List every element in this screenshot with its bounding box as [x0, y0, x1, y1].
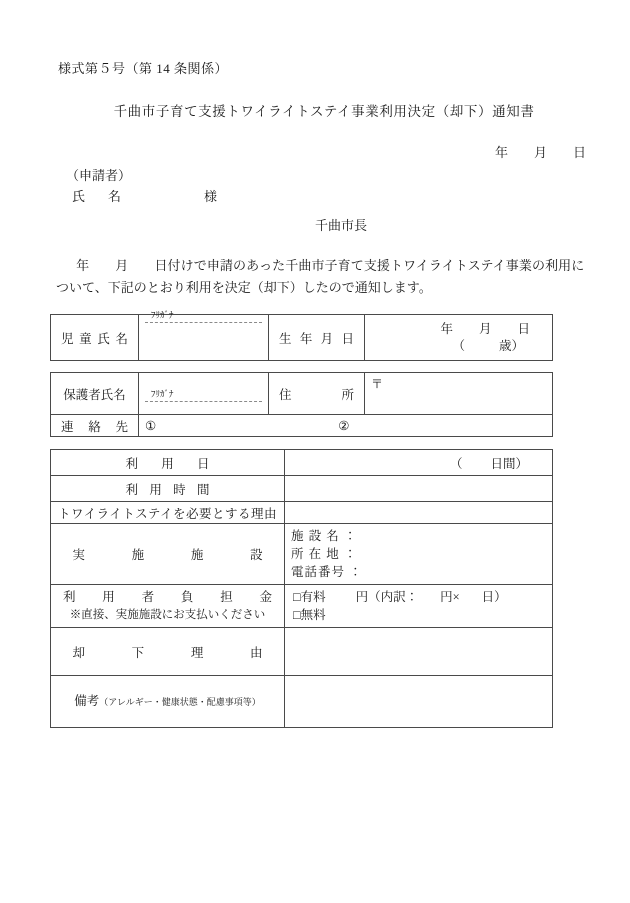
- note-label: 備考: [74, 694, 100, 708]
- fee-free-label: 無料: [300, 608, 326, 622]
- facility-address-field: 所 在 地 ：: [291, 547, 358, 561]
- birth-year-label: 年: [440, 321, 453, 336]
- guardian-name-label-cell: [51, 373, 139, 415]
- fee-breakdown-open: （内訳：: [368, 590, 419, 604]
- fee-days-close: 日）: [481, 590, 507, 604]
- child-info-table: [50, 310, 553, 361]
- issue-date-month: 月: [533, 145, 547, 160]
- child-birth-value-cell[interactable]: [365, 315, 553, 361]
- contact-number-2: ②: [338, 418, 350, 433]
- use-days-paren-open: （: [449, 456, 463, 471]
- reason-value-cell[interactable]: [285, 502, 553, 524]
- rejection-label-cell: [51, 628, 285, 676]
- body-second-line: ついて、下記のとおり利用を決定（却下）したので通知します。: [56, 280, 432, 295]
- child-furigana-label: ﾌﾘｶﾞﾅ: [145, 307, 262, 323]
- body-paragraph: [56, 255, 584, 299]
- table-row: [51, 450, 553, 476]
- guardian-info-table: [50, 372, 553, 437]
- contact-number-1: ①: [145, 418, 157, 433]
- facility-label-cell: [51, 524, 285, 585]
- form-number: 様式第５号（第 14 条関係）: [58, 61, 229, 76]
- facility-name-field: 施 設 名 ：: [291, 529, 358, 543]
- body-year: 年: [76, 258, 90, 273]
- applicant-name-label: 氏 名: [72, 189, 127, 204]
- birth-day-label: 日: [517, 321, 530, 336]
- child-age-line: [371, 338, 530, 355]
- facility-label: 実施施設: [72, 548, 263, 562]
- age-unit-label: 歳）: [498, 338, 524, 353]
- fee-label-main: 利用者負担金: [63, 590, 272, 604]
- rejection-value-cell[interactable]: [285, 628, 553, 676]
- fee-label-note: ※直接、実施施設にお支払いください: [69, 609, 266, 621]
- table-row: [51, 476, 553, 502]
- table-row: [51, 524, 553, 585]
- reason-label-cell: [51, 502, 285, 524]
- child-birth-label: 生年月日: [279, 331, 354, 346]
- guardian-name-input-cell[interactable]: [139, 373, 269, 415]
- applicant-name-row: [72, 186, 217, 205]
- usage-details-table: [50, 449, 553, 728]
- age-paren-open: （: [452, 338, 465, 353]
- contact-label-cell: [51, 415, 139, 437]
- child-birth-label-cell: [269, 315, 365, 361]
- note-value-cell[interactable]: [285, 676, 553, 728]
- fee-paid-label: 有料: [300, 590, 326, 604]
- use-time-label-cell: [51, 476, 285, 502]
- fee-paid-checkbox[interactable]: □: [293, 590, 301, 604]
- table-row: [51, 373, 553, 415]
- table-row: [51, 415, 553, 437]
- fee-free-option[interactable]: [293, 606, 544, 624]
- guardian-furigana-label: ﾌﾘｶﾞﾅ: [145, 386, 262, 402]
- fee-label-cell: [51, 585, 285, 628]
- note-label-cell: [51, 676, 285, 728]
- issuer-name: 千曲市長: [314, 218, 367, 233]
- fee-free-checkbox[interactable]: □: [293, 608, 301, 622]
- fee-options-cell[interactable]: [285, 585, 553, 628]
- note-sublabel: （アレルギー・健康状態・配慮事項等）: [99, 697, 261, 707]
- issue-date-line: [495, 142, 586, 161]
- guardian-address-label: 住 所: [279, 387, 354, 402]
- fee-yen-per: 円×: [440, 590, 460, 604]
- reason-label: トワイライトステイを必要とする理由: [57, 506, 277, 521]
- table-row: [51, 585, 553, 628]
- child-name-label-cell: [51, 315, 139, 361]
- applicant-kind-label: （申請者）: [66, 168, 132, 183]
- child-name-label: 児童氏名: [61, 331, 128, 346]
- birth-month-label: 月: [478, 321, 492, 336]
- issue-date-year: 年: [494, 145, 508, 160]
- table-row: [51, 502, 553, 524]
- table-row: [51, 628, 553, 676]
- child-birth-date-line: [371, 321, 530, 338]
- contact-label: 連絡先: [61, 419, 128, 434]
- rejection-label: 却下理由: [72, 645, 263, 660]
- body-main-sentence: 日付けで申請のあった千曲市子育て支援トワイライトステイ事業の利用に: [154, 258, 584, 273]
- guardian-address-label-cell: [269, 373, 365, 415]
- use-time-value-cell[interactable]: [285, 476, 553, 502]
- fee-paid-option[interactable]: [293, 588, 544, 606]
- use-date-label: 利用日: [125, 456, 210, 471]
- body-month: 月: [115, 258, 129, 273]
- issue-date-day: 日: [572, 145, 586, 160]
- facility-phone-field: 電話番号 ：: [291, 565, 363, 579]
- document-title: 千曲市子育て支援トワイライトステイ事業利用決定（却下）通知書: [113, 104, 535, 119]
- facility-fields-cell[interactable]: [285, 524, 553, 585]
- child-name-value[interactable]: [139, 323, 268, 368]
- contact-value-cell[interactable]: [139, 415, 553, 437]
- use-date-label-cell: [51, 450, 285, 476]
- use-time-label: 利用時間: [125, 482, 210, 497]
- use-date-value-cell[interactable]: [285, 450, 553, 476]
- postal-mark-icon: 〒: [371, 377, 384, 391]
- guardian-address-value-cell[interactable]: [365, 373, 553, 415]
- guardian-name-label: 保護者氏名: [63, 387, 126, 402]
- applicant-honorific: 様: [204, 189, 218, 204]
- table-row: [51, 676, 553, 728]
- use-days-unit: 日間）: [490, 456, 528, 471]
- table-row: [51, 315, 553, 361]
- fee-yen-unit: 円: [355, 590, 369, 604]
- child-name-input-cell[interactable]: [139, 310, 269, 361]
